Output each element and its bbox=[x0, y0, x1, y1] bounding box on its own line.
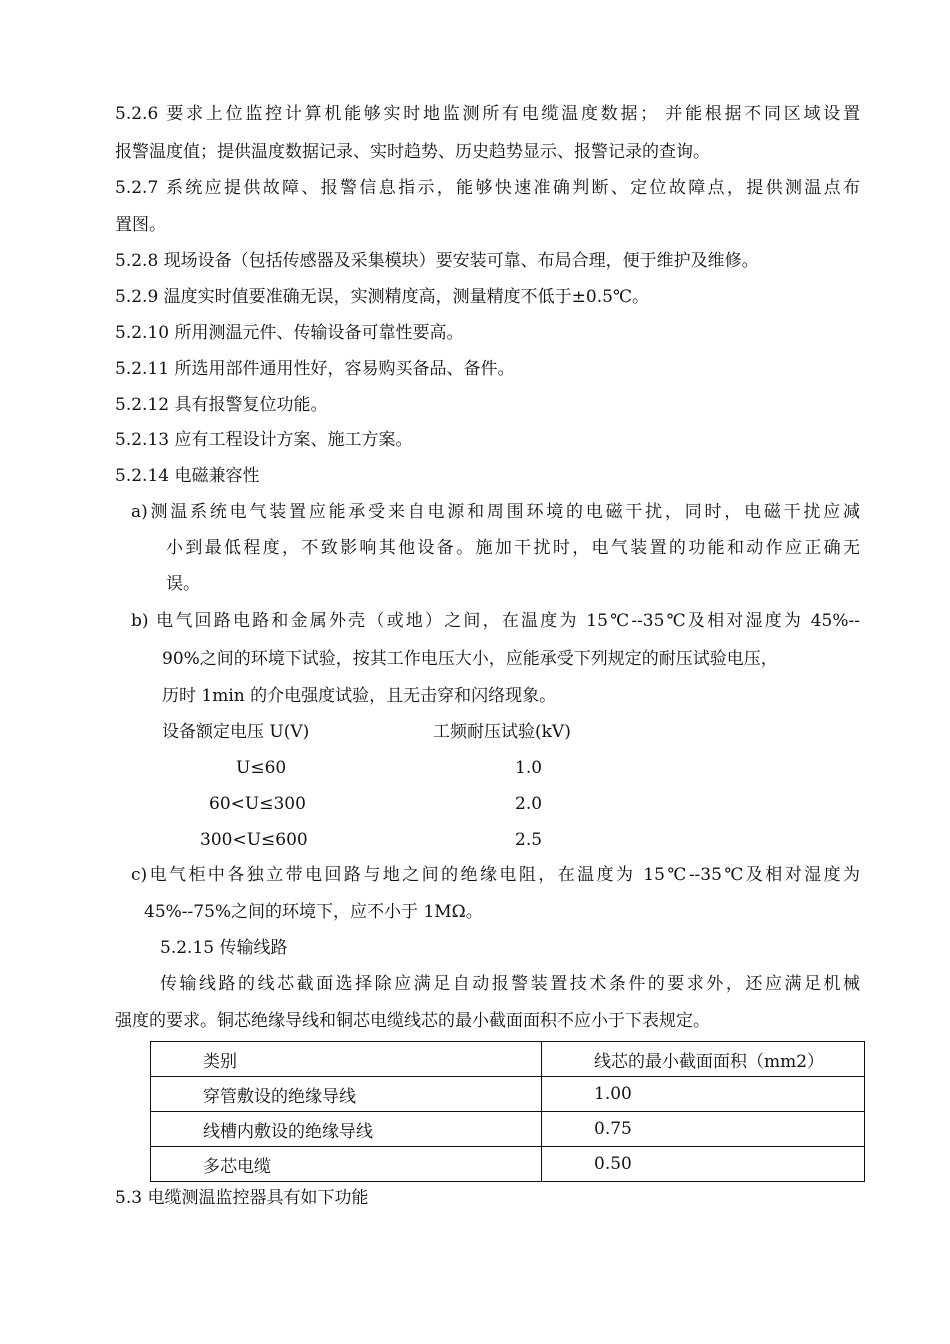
item-a-line3: 误。 bbox=[166, 574, 200, 594]
table-row bbox=[151, 1112, 865, 1147]
wire-table-row2-area: 0.75 bbox=[542, 1112, 865, 1147]
voltage-table-header-test: 工频耐压试验(kV) bbox=[433, 722, 571, 742]
wire-table-row3-category: 多芯电缆 bbox=[151, 1147, 542, 1182]
voltage-table-row2-value: 2.0 bbox=[515, 794, 543, 814]
voltage-table-row1-value: 1.0 bbox=[515, 758, 543, 778]
voltage-table-row1-range: U≤60 bbox=[236, 758, 287, 778]
voltage-table-row2-range: 60<U≤300 bbox=[209, 794, 306, 814]
wire-table-header-area: 线芯的最小截面面积（mm2） bbox=[542, 1042, 865, 1077]
wire-section-table bbox=[150, 1041, 865, 1182]
voltage-table-row3-value: 2.5 bbox=[515, 830, 543, 850]
item-b-line1: b) 电气回路电路和金属外壳（或地）之间，在温度为 15℃--35℃及相对湿度为 45%-- bbox=[131, 611, 860, 631]
clause-5-2-7-line2: 置图。 bbox=[115, 215, 166, 235]
clause-5-2-12: 5.2.12 具有报警复位功能。 bbox=[115, 395, 328, 415]
clause-5-2-6-line2: 报警温度值；提供温度数据记录、实时趋势、历史趋势显示、报警记录的查询。 bbox=[115, 142, 710, 162]
clause-5-2-8: 5.2.8 现场设备（包括传感器及采集模块）要安装可靠、布局合理，便于维护及维修。 bbox=[115, 251, 759, 271]
item-b-line2: 90%之间的环境下试验，按其工作电压大小，应能承受下列规定的耐压试验电压， bbox=[162, 649, 778, 669]
clause-5-2-10: 5.2.10 所用测温元件、传输设备可靠性要高。 bbox=[115, 323, 464, 343]
clause-5-2-6-line1: 5.2.6 要求上位监控计算机能够实时地监测所有电缆温度数据； 并能根据不同区域设置 bbox=[115, 104, 860, 124]
wire-table-header-category: 类别 bbox=[151, 1042, 542, 1077]
wire-table-row2-category: 线槽内敷设的绝缘导线 bbox=[151, 1112, 542, 1147]
item-c-line1: c)电气柜中各独立带电回路与地之间的绝缘电阻，在温度为 15℃--35℃及相对湿度为 bbox=[131, 865, 860, 885]
item-b-line3: 历时 1min 的介电强度试验，且无击穿和闪络现象。 bbox=[162, 686, 557, 706]
voltage-table-row3-range: 300<U≤600 bbox=[200, 830, 308, 850]
clause-5-2-15-line1: 传输线路的线芯截面选择除应满足自动报警装置技术条件的要求外，还应满足机械 bbox=[160, 974, 860, 994]
clause-5-2-15-heading: 5.2.15 传输线路 bbox=[160, 938, 288, 958]
wire-table-row1-category: 穿管敷设的绝缘导线 bbox=[151, 1077, 542, 1112]
table-row bbox=[151, 1147, 865, 1182]
voltage-table-header-voltage: 设备额定电压 U(V) bbox=[162, 722, 310, 742]
table-row bbox=[151, 1077, 865, 1112]
clause-5-2-11: 5.2.11 所选用部件通用性好，容易购买备品、备件。 bbox=[115, 359, 515, 379]
clause-5-2-15-line2: 强度的要求。铜芯绝缘导线和铜芯电缆线芯的最小截面面积不应小于下表规定。 bbox=[115, 1011, 710, 1031]
item-a-line1: a)测温系统电气装置应能承受来自电源和周围环境的电磁干扰，同时，电磁干扰应减 bbox=[131, 502, 860, 522]
clause-5-3-heading: 5.3 电缆测温监控器具有如下功能 bbox=[115, 1188, 369, 1208]
table-row bbox=[151, 1042, 865, 1077]
clause-5-2-14-heading: 5.2.14 电磁兼容性 bbox=[115, 466, 260, 486]
clause-5-2-9: 5.2.9 温度实时值要准确无误，实测精度高，测量精度不低于±0.5℃。 bbox=[115, 287, 649, 307]
item-c-line2: 45%--75%之间的环境下，应不小于 1MΩ。 bbox=[144, 902, 483, 922]
wire-table-row1-area: 1.00 bbox=[542, 1077, 865, 1112]
item-a-line2: 小到最低程度，不致影响其他设备。施加干扰时，电气装置的功能和动作应正确无 bbox=[166, 538, 860, 558]
clause-5-2-7-line1: 5.2.7 系统应提供故障、报警信息指示，能够快速准确判断、定位故障点，提供测温点布 bbox=[115, 178, 860, 198]
wire-table-row3-area: 0.50 bbox=[542, 1147, 865, 1182]
clause-5-2-13: 5.2.13 应有工程设计方案、施工方案。 bbox=[115, 430, 413, 450]
